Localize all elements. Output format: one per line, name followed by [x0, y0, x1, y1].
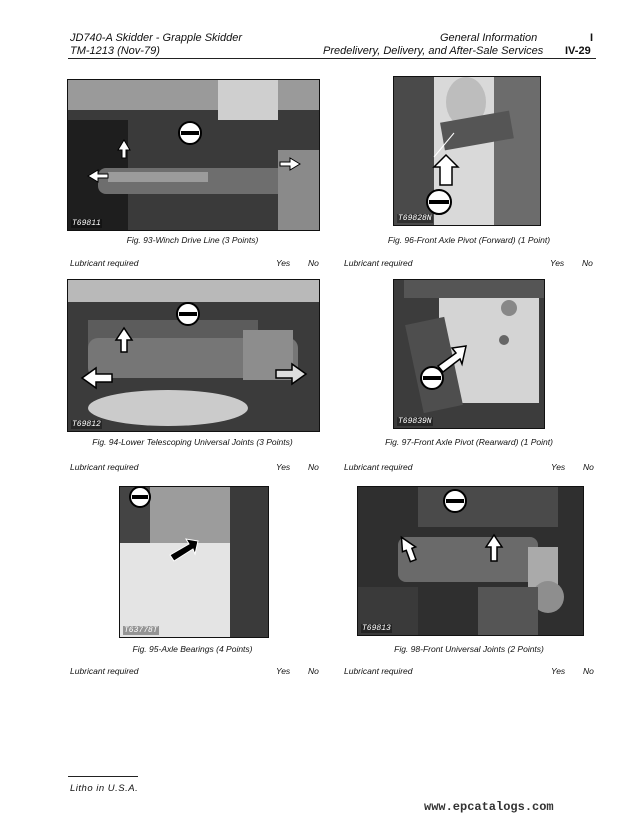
photo-code: T69812: [72, 420, 101, 429]
lubricant-required-label: Lubricant required: [344, 666, 413, 676]
figure-photo-94: [67, 279, 320, 432]
figure-caption: Fig. 96-Front Axle Pivot (Forward) (1 Point): [387, 235, 551, 245]
figure-photo-93: [67, 79, 320, 231]
yes-option[interactable]: Yes: [276, 666, 291, 676]
no-option[interactable]: No: [308, 462, 319, 472]
watermark[interactable]: www.epcatalogs.com: [424, 800, 554, 814]
figure-caption: Fig. 97-Front Axle Pivot (Rearward) (1 Point): [385, 437, 553, 447]
photo-code: T69813: [362, 624, 391, 633]
manual-number: TM-1213 (Nov-79): [70, 45, 160, 57]
lubricant-required-label: Lubricant required: [344, 258, 413, 268]
no-option[interactable]: No: [308, 258, 319, 268]
yes-option[interactable]: Yes: [550, 258, 565, 268]
section-number: I: [590, 32, 594, 44]
footer-rule: [68, 776, 138, 777]
yes-option[interactable]: Yes: [276, 258, 291, 268]
yes-option[interactable]: Yes: [551, 462, 566, 472]
group-title: Predelivery, Delivery, and After-Sale Services: [323, 45, 544, 57]
lubricant-required-label: Lubricant required: [70, 666, 139, 676]
yes-option[interactable]: Yes: [551, 666, 566, 676]
yes-option[interactable]: Yes: [276, 462, 291, 472]
lubricant-required-label: Lubricant required: [70, 258, 139, 268]
figure-caption: Fig. 98-Front Universal Joints (2 Points): [394, 644, 544, 654]
litho-note: Litho in U.S.A.: [70, 783, 139, 794]
no-option[interactable]: No: [583, 462, 594, 472]
lubricant-required-label: Lubricant required: [344, 462, 413, 472]
figure-caption: Fig. 93-Winch Drive Line (3 Points): [126, 235, 259, 245]
figure-caption: Fig. 95-Axle Bearings (4 Points): [132, 644, 253, 654]
photo-code: T63778T: [124, 626, 158, 635]
section-title: General Information: [440, 32, 538, 44]
figure-photo-95: [119, 486, 269, 638]
page-number: IV-29: [565, 45, 591, 57]
figure-caption: Fig. 94-Lower Telescoping Universal Joints (3 Points): [92, 437, 293, 447]
manual-title: JD740-A Skidder - Grapple Skidder: [70, 32, 243, 44]
no-option[interactable]: No: [308, 666, 319, 676]
lubricant-required-label: Lubricant required: [70, 462, 139, 472]
figure-photo-97: [393, 279, 545, 429]
photo-code: T69828N: [398, 214, 432, 223]
figure-photo-98: [357, 486, 584, 636]
no-option[interactable]: No: [583, 666, 594, 676]
header-rule: [68, 58, 596, 59]
photo-code: T69811: [72, 219, 101, 228]
no-option[interactable]: No: [582, 258, 593, 268]
photo-code: T69839N: [398, 417, 432, 426]
figure-photo-96: [393, 76, 541, 226]
